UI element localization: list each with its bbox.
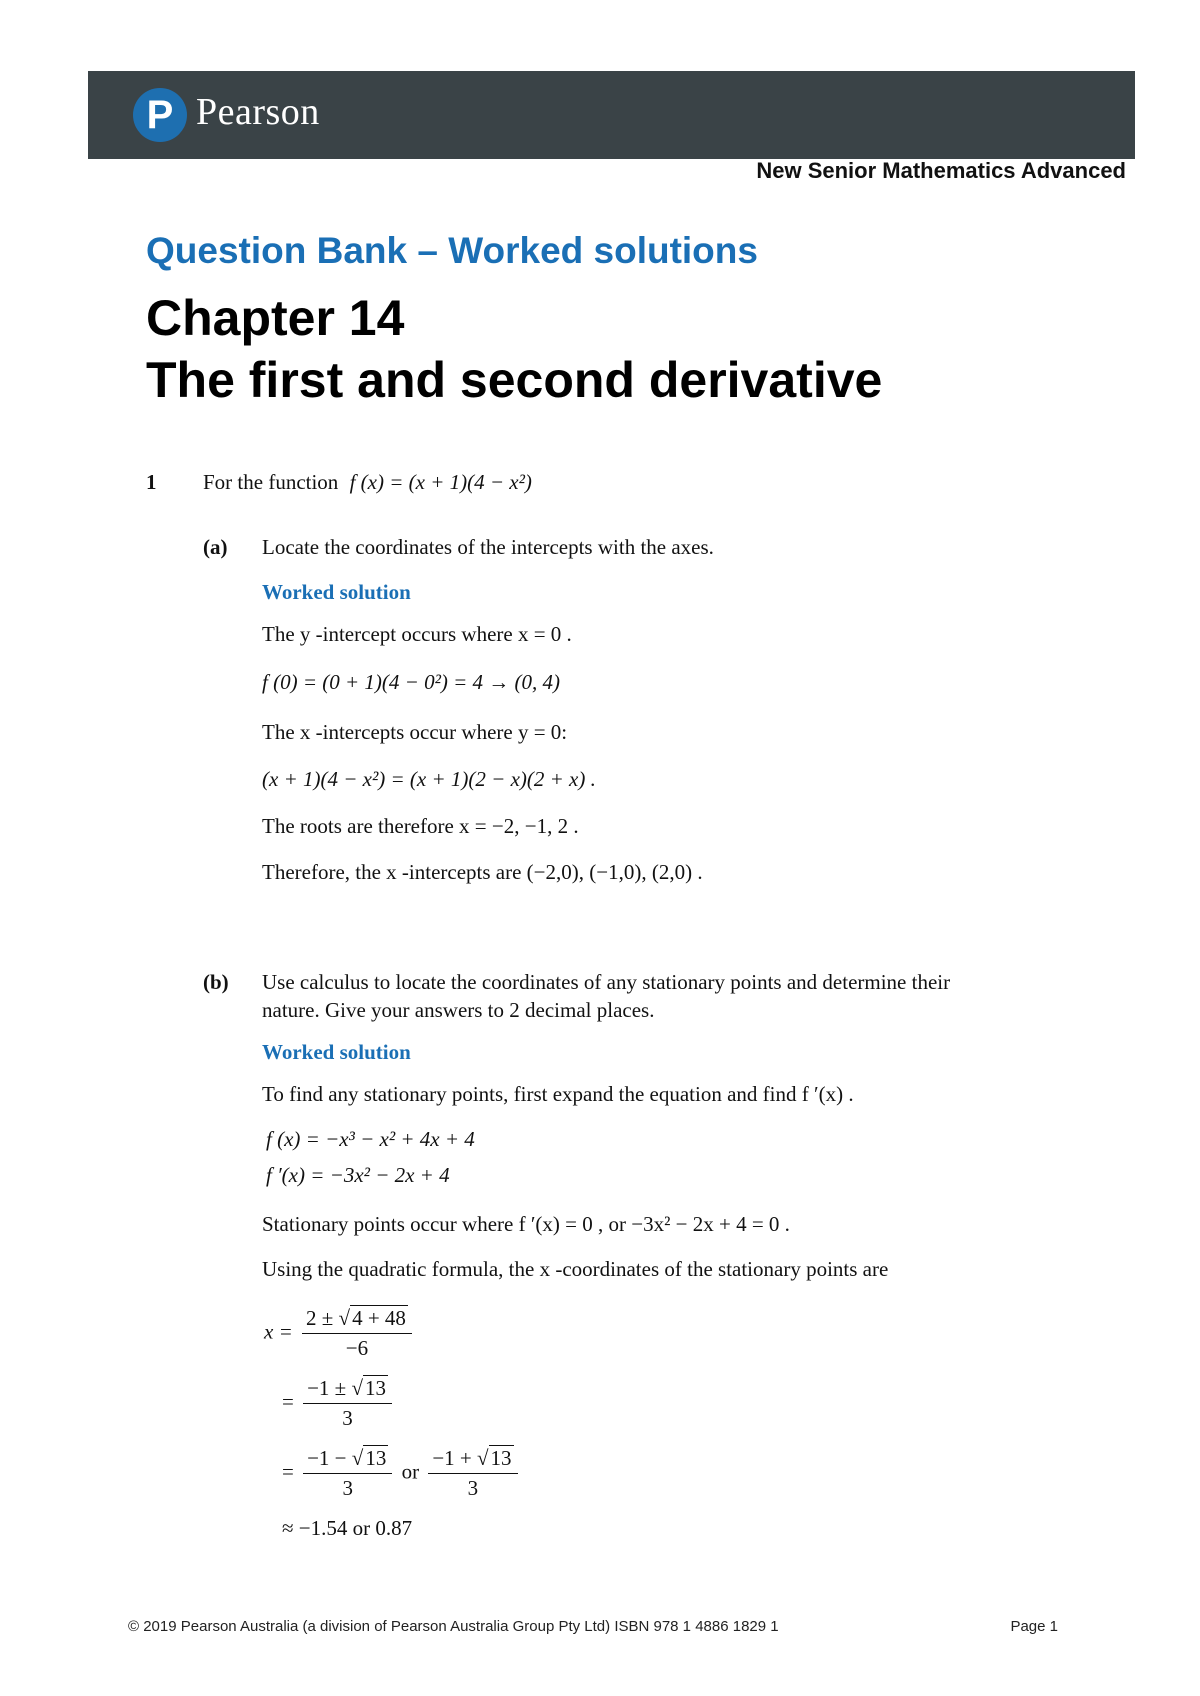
question-number: 1 [146, 470, 157, 494]
part-b-line-1: To find any stationary points, first expand the equation and find f ′(x) . [262, 1082, 854, 1106]
page-footer [128, 1618, 1058, 1635]
part-a-prompt: Locate the coordinates of the intercepts with the axes. [262, 535, 714, 559]
part-a-line-6: Therefore, the x -intercepts are (−2,0), (−1,0), (2,0) . [262, 860, 703, 884]
series-title: New Senior Mathematics Advanced [756, 158, 1126, 183]
part-b-prompt-line-1: Use calculus to locate the coordinates of any stationary points and determine their [262, 970, 951, 994]
part-a-label: (a) [203, 535, 228, 559]
quad-x-eq: x = [264, 1319, 293, 1344]
quad-step-2 [282, 1376, 396, 1431]
stem-expression: f (x) = (x + 1)(4 − x²) [349, 470, 532, 494]
footer-copyright: © 2019 Pearson Australia (a division of Pearson Australia Group Pty Ltd) ISBN 978 1 4886 1829 1 [128, 1618, 779, 1635]
quad-den-3a: 3 [342, 1476, 353, 1500]
quad-num-3a-pre: −1 − √ [307, 1446, 364, 1470]
quad-den-3b: 3 [467, 1476, 479, 1500]
part-b-prompt-line-2: nature. Give your answers to 2 decimal places. [262, 998, 655, 1022]
pearson-logo-icon [133, 88, 187, 142]
part-b-label: (b) [203, 970, 229, 994]
part-a-line-4: (x + 1)(4 − x²) = (x + 1)(2 − x)(2 + x) . [262, 767, 596, 791]
stem-text: For the function [203, 470, 339, 494]
quad-num-2-radicand: 13 [365, 1376, 386, 1400]
quad-step-1 [264, 1306, 416, 1361]
quad-approx: ≈ −1.54 or 0.87 [282, 1516, 413, 1540]
part-a-line-3: The x -intercepts occur where y = 0: [262, 720, 568, 744]
quad-num-1-pre: 2 ± √ [306, 1306, 351, 1330]
quad-or: or [401, 1459, 420, 1484]
quad-num-3b-pre: −1 + √ [432, 1446, 489, 1470]
quad-fraction-3a [303, 1446, 392, 1501]
part-b-line-5: Using the quadratic formula, the x -coordinates of the stationary points are [262, 1257, 889, 1281]
part-b-line-3: f ′(x) = −3x² − 2x + 4 [266, 1163, 450, 1187]
part-a-line-1: The y -intercept occurs where x = 0 . [262, 622, 572, 646]
part-a-line-2: f (0) = (0 + 1)(4 − 0²) = 4 → (0, 4) [262, 670, 561, 694]
quad-num-1-radicand: 4 + 48 [352, 1306, 406, 1330]
quad-den-2: 3 [342, 1406, 353, 1430]
quad-den-1: −6 [345, 1336, 369, 1360]
part-b-solution-heading: Worked solution [262, 1040, 411, 1064]
logo-letter: P [146, 93, 174, 137]
quad-num-3a-radicand: 13 [365, 1446, 387, 1470]
quad-fraction-1 [302, 1306, 412, 1361]
part-b-line-2: f (x) = −x³ − x² + 4x + 4 [266, 1127, 475, 1151]
chapter-topic: The first and second derivative [146, 352, 883, 408]
quad-fraction-2 [303, 1376, 392, 1431]
quad-eq-2: = [282, 1389, 294, 1414]
chapter-heading [146, 287, 882, 411]
part-a-solution-heading: Worked solution [262, 580, 411, 604]
quad-num-3b-radicand: 13 [490, 1446, 512, 1470]
quad-eq-3: = [282, 1459, 294, 1484]
quad-fraction-3b [428, 1446, 517, 1501]
part-b-line-4: Stationary points occur where f ′(x) = 0 , or −3x² − 2x + 4 = 0 . [262, 1212, 790, 1236]
part-a-line-5: The roots are therefore x = −2, −1, 2 . [262, 814, 579, 838]
logo-text: Pearson [196, 91, 320, 133]
footer-page-number: Page 1 [1010, 1618, 1058, 1635]
quad-step-3 [282, 1446, 522, 1501]
quad-num-2-pre: −1 ± √ [307, 1376, 363, 1400]
question-bank-title: Question Bank – Worked solutions [146, 230, 758, 271]
chapter-number: Chapter 14 [146, 290, 405, 346]
question-stem [203, 470, 532, 495]
